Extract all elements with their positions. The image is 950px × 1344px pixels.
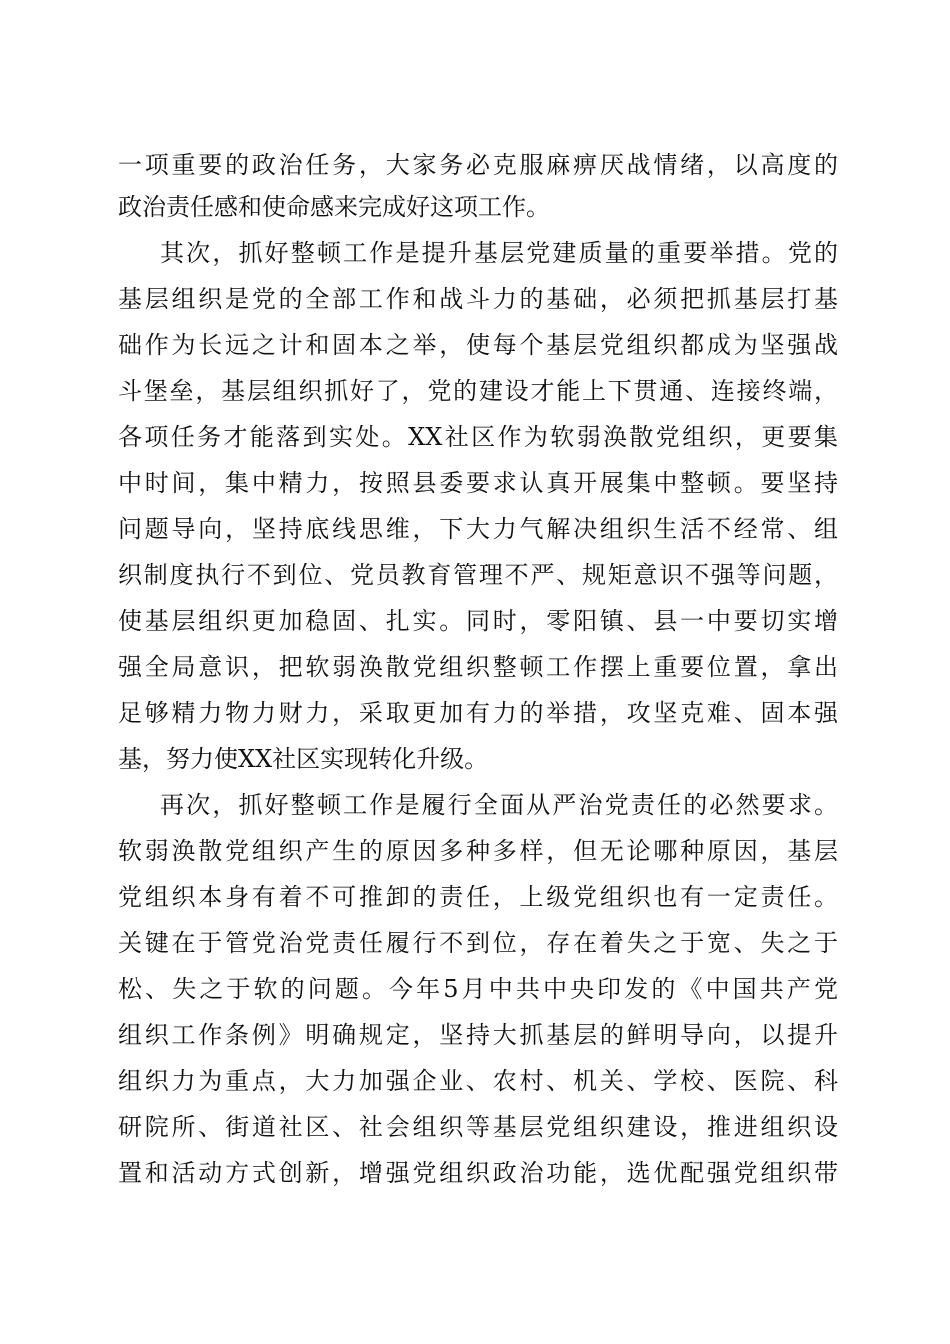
text-line: 政治责任感和使命感来完成好这项工作。 xyxy=(118,193,550,221)
text-line: 研院所、街道社区、社会组织等基层党组织建设，推进组织设 xyxy=(118,1113,838,1141)
text-line: 础作为长远之计和固本之举，使每个基层党组织都成为坚强战 xyxy=(118,331,838,359)
text-line: 一项重要的政治任务，大家务必克服麻痹厌战情绪，以高度的 xyxy=(118,151,838,179)
text-line: 斗堡垒，基层组织抓好了，党的建设才能上下贯通、连接终端， xyxy=(118,377,838,405)
text-line: 松、失之于软的问题。今年5月中共中央印发的《中国共产党 xyxy=(118,975,838,1003)
text-line: 软弱涣散党组织产生的原因多种多样，但无论哪种原因，基层 xyxy=(118,837,838,865)
text-line: 组织工作条例》明确规定，坚持大抓基层的鲜明导向，以提升 xyxy=(118,1021,838,1049)
paragraph-first-line: 再次，抓好整顿工作是履行全面从严治党责任的必然要求。 xyxy=(160,791,838,819)
text-line: 置和活动方式创新，增强党组织政治功能，选优配强党组织带 xyxy=(118,1159,838,1187)
text-line: 问题导向，坚持底线思维，下大力气解决组织生活不经常、组 xyxy=(118,515,838,543)
text-line: 各项任务才能落到实处。XX社区作为软弱涣散党组织，更要集 xyxy=(118,423,838,451)
text-line: 组织力为重点，大力加强企业、农村、机关、学校、医院、科 xyxy=(118,1067,838,1095)
text-line: 中时间，集中精力，按照县委要求认真开展集中整顿。要坚持 xyxy=(118,469,838,497)
text-line: 强全局意识，把软弱涣散党组织整顿工作摆上重要位置，拿出 xyxy=(118,653,838,681)
text-line: 织制度执行不到位、党员教育管理不严、规矩意识不强等问题， xyxy=(118,561,838,589)
text-line: 足够精力物力财力，采取更加有力的举措，攻坚克难、固本强 xyxy=(118,699,838,727)
text-line: 党组织本身有着不可推卸的责任，上级党组织也有一定责任。 xyxy=(118,883,838,911)
text-line: 基，努力使XX社区实现转化升级。 xyxy=(118,745,489,773)
text-line: 使基层组织更加稳固、扎实。同时，零阳镇、县一中要切实增 xyxy=(118,607,838,635)
text-line: 基层组织是党的全部工作和战斗力的基础，必须把抓基层打基 xyxy=(118,285,838,313)
paragraph-first-line: 其次，抓好整顿工作是提升基层党建质量的重要举措。党的 xyxy=(160,239,838,267)
text-line: 关键在于管党治党责任履行不到位，存在着失之于宽、失之于 xyxy=(118,929,838,957)
